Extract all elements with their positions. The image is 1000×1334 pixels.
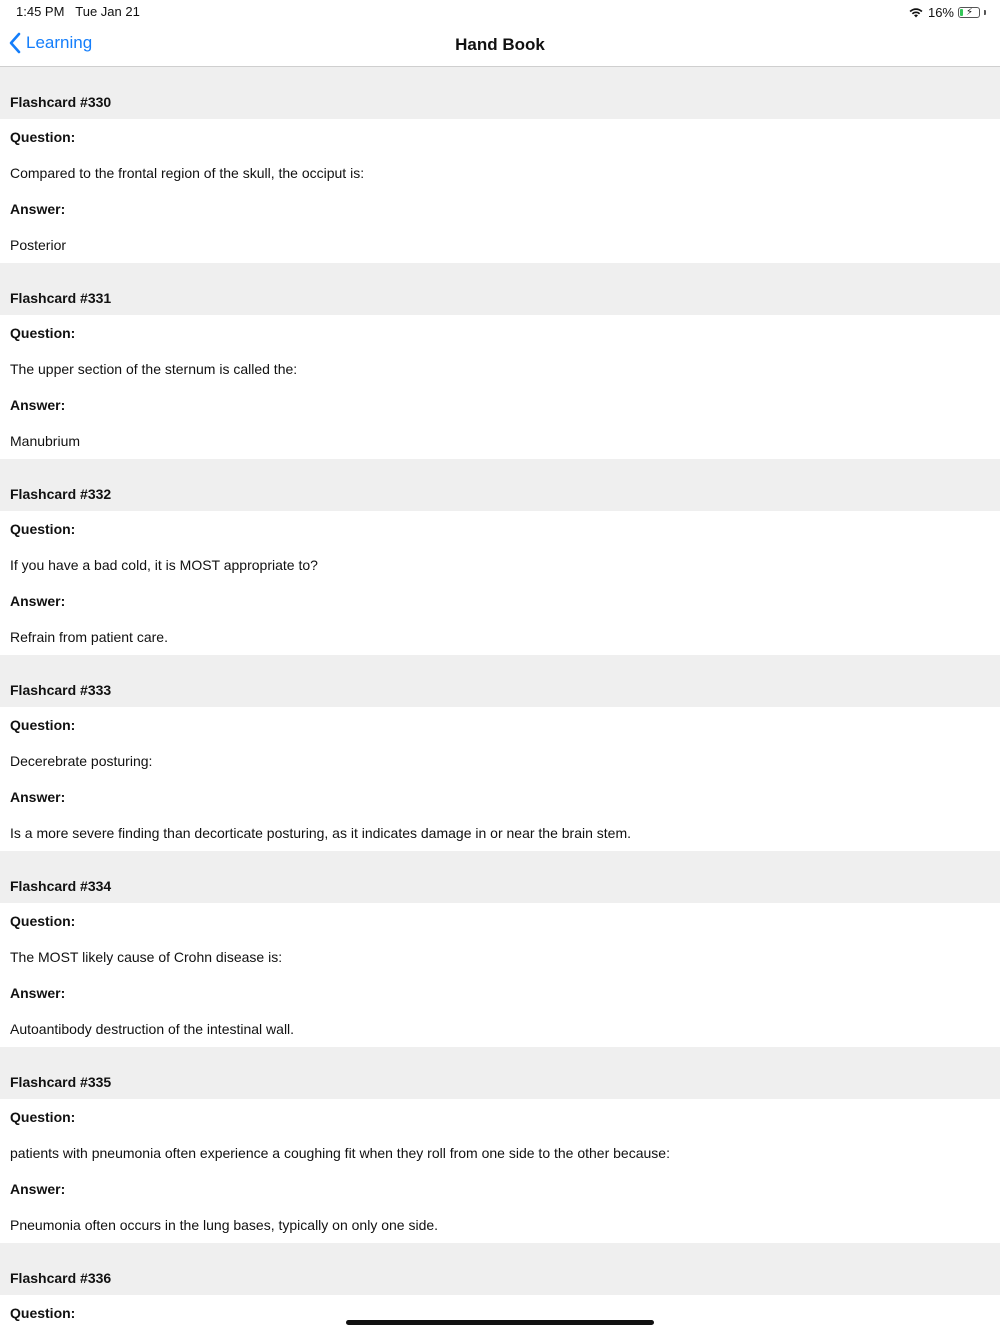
answer-label: Answer: [10,201,66,217]
home-indicator[interactable] [346,1320,654,1325]
answer-label: Answer: [10,985,66,1001]
status-bar [0,0,1000,24]
question-text: patients with pneumonia often experience a coughing fit when they roll from one side to the other because: [10,1145,670,1161]
flashcard-section [0,67,1000,263]
status-time [16,4,140,19]
question-label: Question: [10,1109,76,1125]
wifi-icon [908,6,924,18]
question-text: Compared to the frontal region of the skull, the occiput is: [10,165,365,181]
flashcard-title: Flashcard #332 [0,459,1000,511]
flashcard-title: Flashcard #334 [0,851,1000,903]
answer-label: Answer: [10,1181,66,1197]
question-text: If you have a bad cold, it is MOST appropriate to? [10,557,318,573]
flashcard-section [0,851,1000,1047]
flashcard-title: Flashcard #335 [0,1047,1000,1099]
answer-label: Answer: [10,397,66,413]
navigation-bar [0,24,1000,67]
question-label: Question: [10,521,76,537]
back-button-label: Learning [26,33,93,52]
flashcard-section [0,655,1000,851]
question-label: Question: [10,1305,76,1321]
question-label: Question: [10,129,76,145]
answer-label: Answer: [10,789,66,805]
battery-icon [958,7,980,18]
answer-text: Posterior [10,237,67,253]
flashcard-section [0,1047,1000,1243]
answer-text: Is a more severe finding than decorticate posturing, as it indicates damage in or near the brain stem. [10,825,632,841]
flashcard-title: Flashcard #336 [0,1243,1000,1295]
question-label: Question: [10,717,76,733]
flashcard-list[interactable] [0,67,1000,1331]
flashcard-title: Flashcard #330 [0,67,1000,119]
status-time-text: 1:45 PM [16,4,65,19]
question-text: The upper section of the sternum is called the: [10,361,298,377]
answer-label: Answer: [10,593,66,609]
question-text: Decerebrate posturing: [10,753,153,769]
page-title: Hand Book [455,35,545,54]
flashcard-title: Flashcard #333 [0,655,1000,707]
battery-fill [960,9,963,16]
question-label: Question: [10,325,76,341]
answer-text: Autoantibody destruction of the intestinal wall. [10,1021,295,1037]
question-label: Question: [10,913,76,929]
status-date-text: Tue Jan 21 [75,4,140,19]
answer-text: Refrain from patient care. [10,629,168,645]
flashcard-section [0,1243,1000,1331]
charging-bolt-icon: ⚡ [966,6,974,18]
answer-text: Manubrium [10,433,81,449]
battery-cap [984,10,986,15]
answer-text: Pneumonia often occurs in the lung bases, typically on only one side. [10,1217,439,1233]
flashcard-section [0,263,1000,459]
flashcard-section [0,459,1000,655]
battery-percent: 16% [927,4,954,20]
question-text: The MOST likely cause of Crohn disease is: [10,949,283,965]
flashcard-title: Flashcard #331 [0,263,1000,315]
status-right [908,4,986,20]
